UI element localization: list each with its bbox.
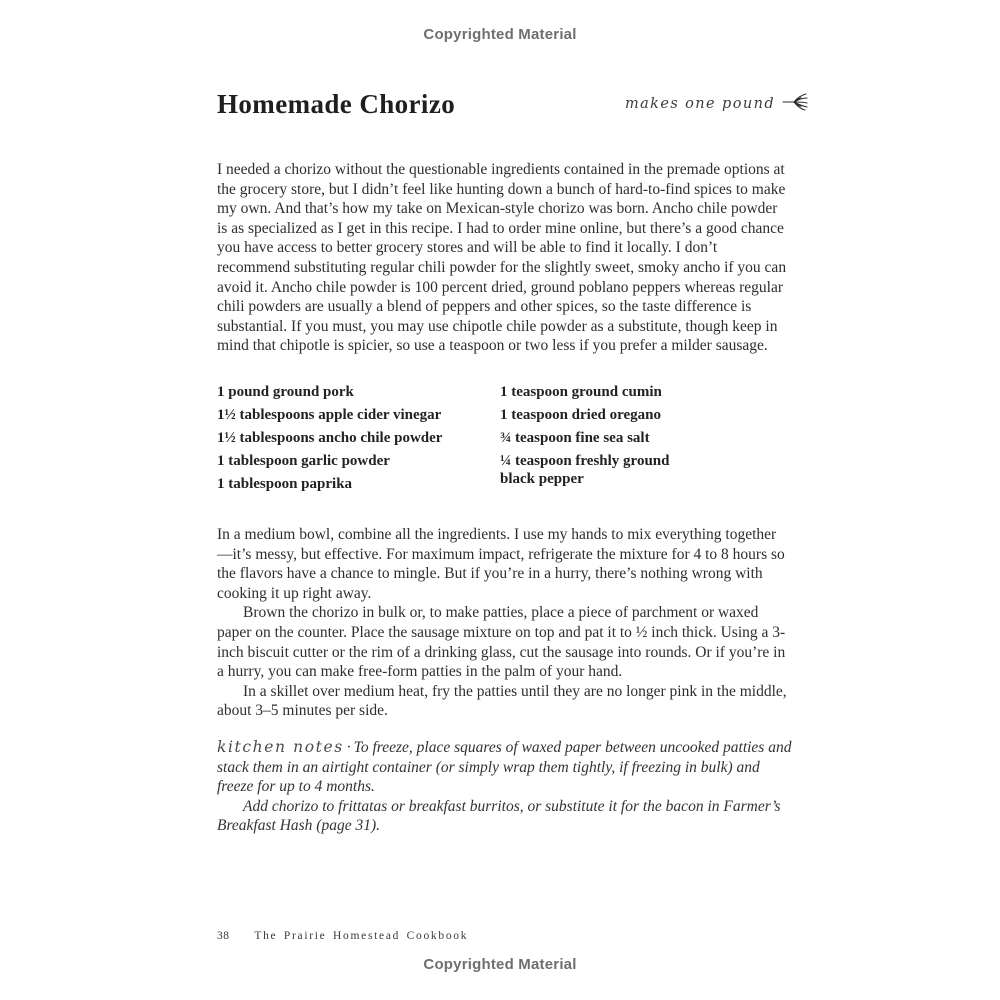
ingredient-item: 1 pound ground pork — [217, 384, 354, 400]
instructions — [217, 525, 787, 721]
page-number: 38 — [217, 930, 230, 942]
ingredient-item: ¾ teaspoon fine sea salt — [500, 430, 650, 446]
recipe-yield — [625, 92, 808, 120]
instruction-paragraph: In a skillet over medium heat, fry the patties until they are no longer pink in the middle, about 3–5 minutes per side. — [217, 682, 787, 720]
ingredient-item: 1½ tablespoons apple cider vinegar — [217, 407, 442, 423]
ingredient-item: ¼ teaspoon freshly ground black pepper — [500, 453, 670, 487]
kitchen-notes-paragraph — [217, 738, 795, 797]
copyright-notice-bottom: Copyrighted Material — [423, 956, 577, 973]
book-title: The Prairie Homestead Cookbook — [254, 930, 469, 942]
ingredient-item: 1 tablespoon garlic powder — [217, 453, 390, 469]
kitchen-notes-separator: · — [346, 739, 351, 756]
recipe-intro: I needed a chorizo without the questionable ingredients contained in the premade options at the grocery store, but I didn’t feel like hunting down a bunch of hard-to-find spices to make my own. And that’s how my take on Mexican-style chorizo was born. Ancho chile powder is as specialized as I get in this recipe. I had to order mine online, but there’s a good chance you have access to better grocery stores and will be able to find it locally. I don’t recommend substituting regular chili powder for the slightly sweet, smoky ancho if you can avoid it. Ancho chile powder is 100 percent dried, ground poblano peppers whereas regular chili powders are usually a blend of peppers and other spices, so the taste difference is substantial. If you must, you may use chipotle chile powder as a substitute, though keep in mind that chipotle is spicier, so use a teaspoon or two less if you prefer a milder sausage. — [217, 161, 787, 355]
kitchen-notes-paragraph: Add chorizo to frittatas or breakfast burritos, or substitute it for the bacon in Farmer’s Breakfast Hash (page 31). — [217, 797, 781, 835]
kitchen-notes-text: To freeze, place squares of waxed paper between uncooked patties and stack them in an airtight container (or simply wrap them tightly, if freezing in bulk) and freeze for up to 4 months. — [217, 739, 792, 796]
ingredient-item: 1½ tablespoons ancho chile powder — [217, 430, 443, 446]
recipe-header — [217, 90, 808, 120]
kitchen-notes-label: kitchen notes — [217, 738, 344, 756]
ingredient-column-right — [500, 384, 700, 499]
instruction-paragraph: In a medium bowl, combine all the ingredients. I use my hands to mix everything together—it’s messy, but effective. For maximum impact, refrigerate the mixture for 4 to 8 hours so the flavors have a chance to mingle. But if you’re in a hurry, there’s nothing wrong with cooking it up right away. — [217, 526, 785, 602]
ingredient-item: 1 teaspoon ground cumin — [500, 384, 662, 400]
yield-text: makes one pound — [624, 96, 775, 113]
kitchen-notes — [217, 738, 795, 836]
flower-sprig-icon — [782, 92, 808, 117]
copyright-notice-top: Copyrighted Material — [423, 26, 577, 43]
ingredient-item: 1 tablespoon paprika — [217, 476, 353, 492]
page-footer — [217, 930, 468, 942]
ingredient-item: 1 teaspoon dried oregano — [500, 407, 661, 423]
ingredient-column-left — [217, 384, 500, 499]
recipe-title: Homemade Chorizo — [217, 89, 456, 119]
ingredient-list — [217, 384, 792, 499]
instruction-paragraph: Brown the chorizo in bulk or, to make patties, place a piece of parchment or waxed paper on the counter. Place the sausage mixture on top and pat it to ½ inch thick. Using a 3-inch biscuit cutter or the rim of a drinking glass, cut the sausage into rounds. Or if you’re in a hurry, you can make free-form patties in the palm of your hand. — [217, 604, 786, 681]
